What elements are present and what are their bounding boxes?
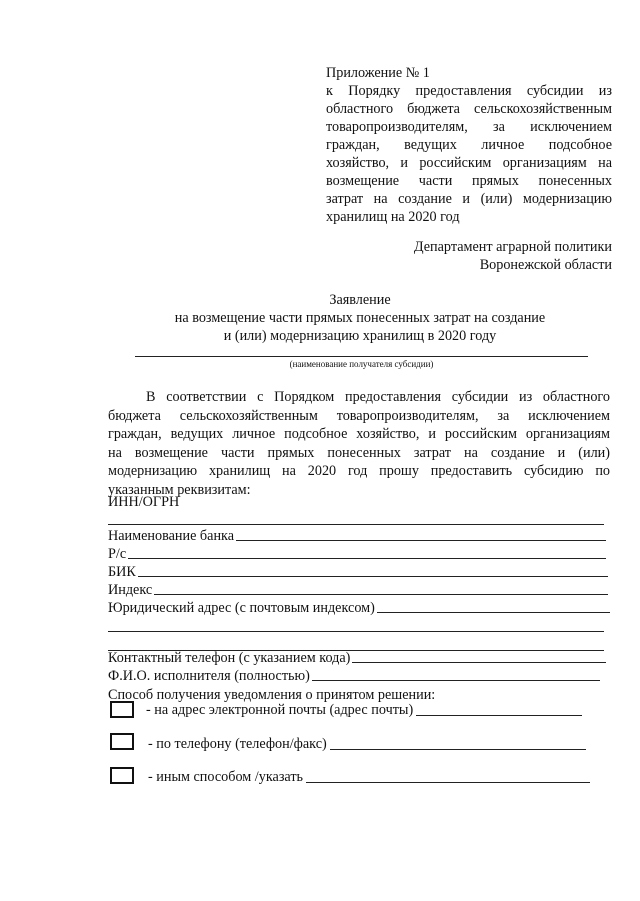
other-checkbox[interactable]	[110, 767, 134, 784]
legal-address-label: Юридический адрес (с почтовым индексом)	[108, 600, 375, 616]
executor-label: Ф.И.О. исполнителя (полностью)	[108, 668, 310, 684]
index-field[interactable]	[154, 582, 608, 595]
account-field[interactable]	[128, 546, 606, 559]
body-line: модернизацию хранилищ на 2020 год прошу предоставить субсидию по	[108, 463, 610, 479]
appendix-line: граждан, ведущих личное подсобное	[326, 137, 612, 153]
document-title	[100, 291, 620, 345]
legal-address-row	[108, 598, 610, 616]
department-name: Департамент аграрной политики	[413, 239, 612, 255]
bik-row	[108, 562, 608, 580]
body-line: на возмещение части прямых понесенных затрат на создание и (или)	[108, 444, 610, 461]
legal-address-continuation-1[interactable]	[108, 631, 604, 632]
appendix-heading: Приложение № 1	[326, 65, 430, 81]
phone-contact-field[interactable]	[330, 737, 586, 750]
bank-field[interactable]	[236, 528, 606, 541]
phone-option	[148, 735, 586, 753]
other-option-label: - иным способом /указать	[148, 769, 304, 785]
recipient-name-field[interactable]	[135, 356, 588, 357]
account-row	[108, 544, 606, 562]
title-line: на возмещение части прямых понесенных затрат на создание	[174, 310, 546, 326]
bank-row	[108, 526, 606, 544]
body-paragraph	[108, 388, 610, 499]
appendix-line: областного бюджета сельскохозяйственным	[326, 101, 612, 117]
appendix-block	[326, 64, 612, 226]
phone-label: Контактный телефон (с указанием кода)	[108, 650, 351, 666]
email-checkbox[interactable]	[110, 701, 134, 718]
bik-field[interactable]	[138, 564, 608, 577]
body-line: бюджета сельскохозяйственным товаропроизводителям, за исключением	[108, 407, 610, 424]
legal-address-field[interactable]	[377, 600, 610, 613]
inn-field[interactable]	[108, 524, 604, 525]
other-option	[148, 768, 590, 786]
body-line: граждан, ведущих личное подсобное хозяйство, и российским организациям	[108, 426, 610, 442]
appendix-line: хозяйство, и российским организациям на	[326, 155, 612, 171]
department-region: Воронежской области	[479, 257, 612, 273]
notification-title: Способ получения уведомления о принятом решении:	[108, 687, 436, 703]
index-row	[108, 580, 608, 598]
department-addressee	[414, 238, 612, 274]
email-option	[146, 701, 582, 719]
executor-field[interactable]	[312, 668, 600, 681]
inn-label: ИНН/ОГРН	[108, 494, 180, 510]
account-label: Р/с	[108, 546, 127, 562]
appendix-line: хранилищ на 2020 год	[326, 209, 460, 225]
recipient-caption: (наименование получателя субсидии)	[289, 359, 434, 369]
email-field[interactable]	[416, 703, 582, 716]
phone-checkbox[interactable]	[110, 733, 134, 750]
title-line: Заявление	[329, 292, 391, 308]
phone-row	[108, 648, 606, 666]
inn-row	[108, 492, 308, 510]
bank-label: Наименование банка	[108, 528, 235, 544]
appendix-line: затрат на создание и (или) модернизацию	[326, 191, 612, 207]
body-line: указанным реквизитам:	[108, 481, 251, 498]
phone-option-label: - по телефону (телефон/факс)	[148, 736, 327, 752]
other-method-field[interactable]	[306, 770, 590, 783]
appendix-line: возмещение части прямых понесенных	[326, 173, 612, 189]
executor-row	[108, 666, 600, 684]
appendix-line: товаропроизводителям, за исключением	[326, 119, 612, 135]
body-line: В соответствии с Порядком предоставления субсидии из областного	[146, 389, 610, 405]
appendix-line: к Порядку предоставления субсидии из	[326, 83, 612, 99]
title-line: и (или) модернизацию хранилищ в 2020 году	[223, 328, 497, 344]
index-label: Индекс	[108, 582, 153, 598]
phone-field[interactable]	[352, 650, 606, 663]
email-option-label: - на адрес электронной почты (адрес почты)	[146, 702, 414, 718]
bik-label: БИК	[108, 564, 136, 580]
